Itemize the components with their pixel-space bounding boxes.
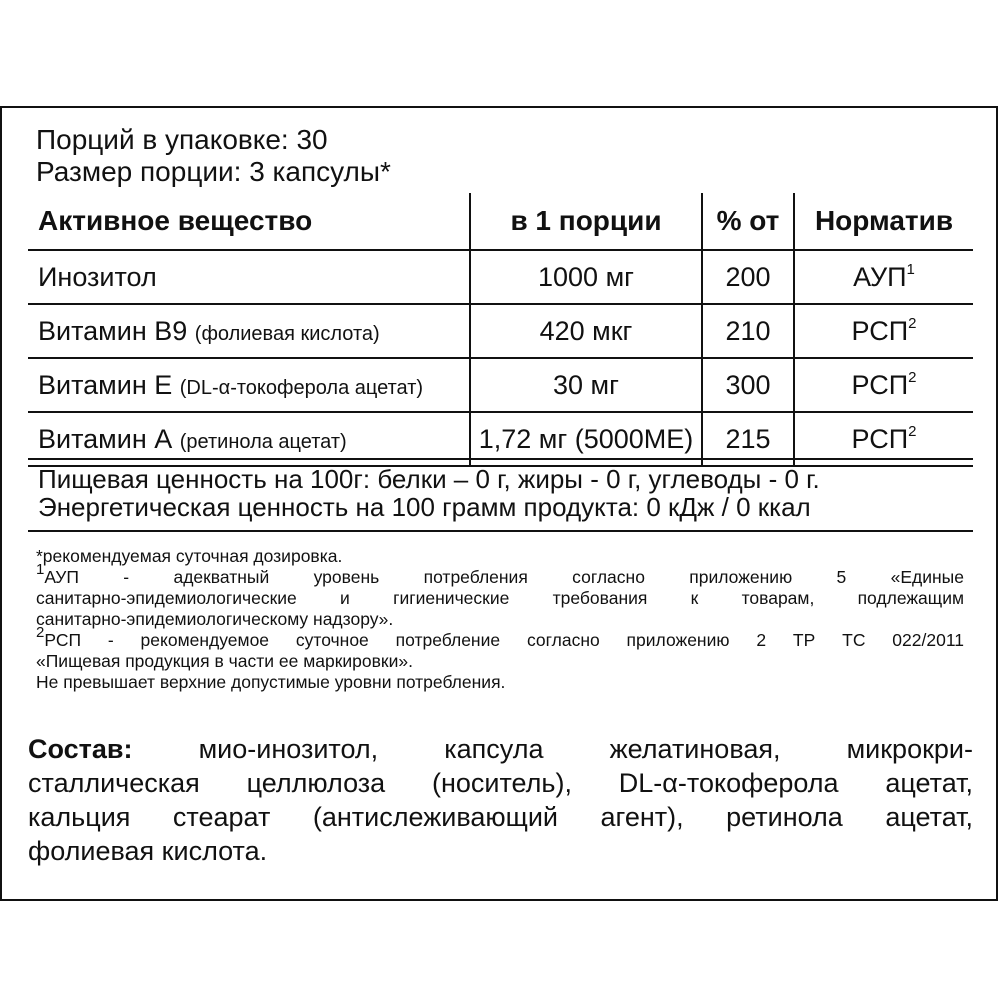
norm-cell — [794, 304, 973, 358]
table-row — [28, 250, 973, 304]
percent-cell: 200 — [702, 250, 794, 304]
norm-label: РСП — [851, 315, 909, 346]
footnote-1-line: санитарно-эпидемиологические и гигиенические требования к товарам, подлежащим — [36, 588, 964, 608]
norm-footnote-mark: 2 — [908, 368, 917, 386]
composition-line: кальция стеарат (антислеживающий агент), ретинола ацетат, — [28, 802, 973, 832]
footnote-1-mark: 1 — [36, 561, 45, 579]
substance-name: Витамин B9 — [38, 315, 188, 346]
footnote-1-line: $^1$АУП - адекватный уровень потребления согласно приложению 5 «Единые — [36, 561, 964, 587]
substance-cell — [28, 250, 470, 304]
substance-name: Витамин А — [38, 423, 173, 454]
footnote-1-line: санитарно-эпидемиологическому надзору». — [36, 609, 394, 629]
footnote-asterisk: *рекомендуемая суточная дозировка. — [36, 546, 343, 566]
amount-cell: 1,72 мг (5000МЕ) — [470, 412, 702, 466]
composition-line: фолиевая кислота. — [28, 836, 268, 866]
percent-cell: 300 — [702, 358, 794, 412]
norm-label: АУП — [853, 261, 907, 292]
norm-footnote-mark: 1 — [906, 260, 915, 278]
substance-note: (фолиевая кислота) — [194, 322, 380, 345]
divider — [28, 458, 973, 460]
composition-line: Состав: мио-инозитол, капсула желатиновая, микрокри- — [28, 734, 973, 764]
footnote-limit: Не превышает верхние допустимые уровни потребления. — [36, 672, 506, 692]
norm-cell — [794, 250, 973, 304]
composition-line: сталлическая целлюлоза (носитель), DL-α-токоферола ацетат, — [28, 768, 973, 798]
table-row — [28, 358, 973, 412]
table-row — [28, 304, 973, 358]
amount-cell: 420 мкг — [470, 304, 702, 358]
percent-cell: 210 — [702, 304, 794, 358]
col-header-norm: Норматив — [794, 193, 973, 250]
divider — [28, 530, 973, 532]
nutrition-table — [28, 193, 973, 467]
footnote-2-line: $^2$РСП - рекомендуемое суточное потребление согласно приложению 2 ТР ТС 022/2011 — [36, 624, 964, 650]
col-header-substance: Активное вещество — [28, 193, 470, 250]
amount-cell: 1000 мг — [470, 250, 702, 304]
substance-name: Инозитол — [38, 261, 157, 292]
footnote-2-line: «Пищевая продукция в части ее маркировки». — [36, 651, 413, 671]
serving-size: Размер порции: 3 капсулы* — [36, 156, 391, 187]
energy-value: Энергетическая ценность на 100 грамм продукта: 0 кДж / 0 ккал — [38, 492, 811, 522]
col-header-per-serving: в 1 порции — [470, 193, 702, 250]
table-header-row — [28, 193, 973, 250]
footnote-2-mark: 2 — [36, 624, 45, 642]
substance-name: Витамин Е — [38, 369, 173, 400]
composition-label: Состав: — [28, 734, 133, 764]
substance-cell — [28, 304, 470, 358]
norm-footnote-mark: 2 — [908, 314, 917, 332]
amount-cell: 30 мг — [470, 358, 702, 412]
substance-cell — [28, 358, 470, 412]
substance-note: (ретинола ацетат) — [179, 430, 347, 453]
norm-label: РСП — [851, 423, 909, 454]
substance-note: (DL-α-токоферола ацетат) — [179, 376, 424, 399]
percent-cell: 215 — [702, 412, 794, 466]
norm-label: РСП — [851, 369, 909, 400]
norm-footnote-mark: 2 — [908, 422, 917, 440]
col-header-percent: % от — [702, 193, 794, 250]
composition — [28, 732, 973, 868]
norm-cell — [794, 358, 973, 412]
servings-per-package: Порций в упаковке: 30 — [36, 124, 328, 155]
nutrition-values: Пищевая ценность на 100г: белки – 0 г, жиры - 0 г, углеводы - 0 г. — [38, 464, 820, 494]
